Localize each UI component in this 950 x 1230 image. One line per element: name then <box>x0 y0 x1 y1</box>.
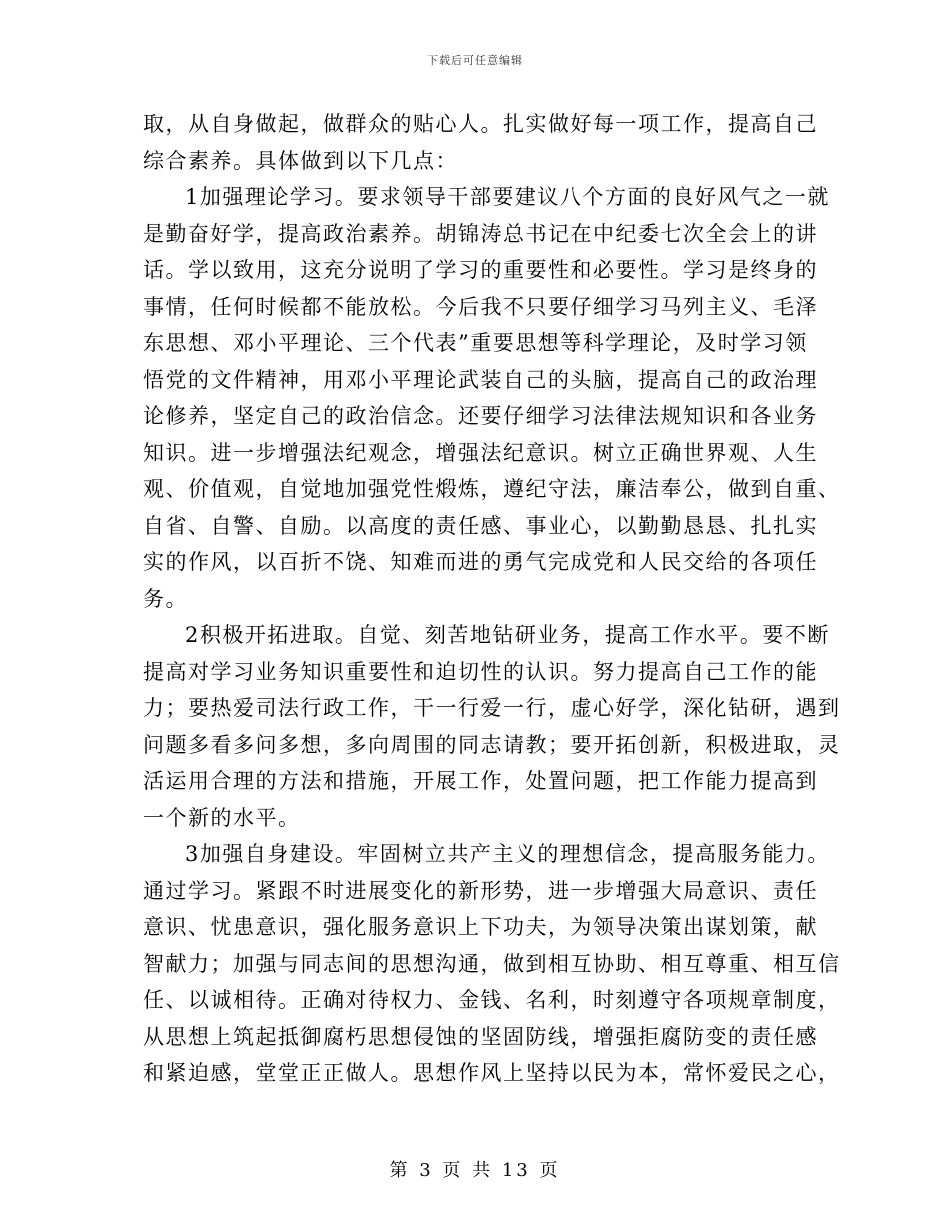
text-line: 提高对学习业务知识重要性和迫切性的认识。努力提高自己工作的能 <box>143 659 818 684</box>
text-line: 意识、忧患意识，强化服务意识上下功夫，为领导决策出谋划策，献 <box>143 915 818 939</box>
text-line: 是勤奋好学，提高政治素养。胡锦涛总书记在中纪委七次全会上的讲 <box>143 221 818 246</box>
text-line: 知识。进一步增强法纪观念，增强法纪意识。树立正确世界观、人生 <box>143 440 818 465</box>
text-line: 1加强理论学习。要求领导干部要建议八个方面的良好风气之一就 <box>185 185 830 209</box>
document-body <box>143 106 841 1092</box>
page-header: 下载后可任意编辑 <box>427 54 523 67</box>
text-line: 悟党的文件精神，用邓小平理论武装自己的头脑，提高自己的政治理 <box>143 367 818 392</box>
text-line: 论修养，坚定自己的政治信念。还要仔细学习法律法规知识和各业务 <box>143 404 818 428</box>
text-line: 活运用合理的方法和措施，开展工作，处置问题，把工作能力提高到 <box>143 769 818 793</box>
text-line: 事情，任何时候都不能放松。今后我不只要仔细学习马列主义、毛泽 <box>143 294 818 319</box>
text-line: 自省、自警、自励。以高度的责任感、事业心，以勤勤恳恳、扎扎实 <box>143 513 818 538</box>
text-line: 话。学以致用，这充分说明了学习的重要性和必要性。学习是终身的 <box>143 258 818 282</box>
text-line: 通过学习。紧跟不时进展变化的新形势，进一步增强大局意识、责任 <box>143 878 818 903</box>
text-line: 一个新的水平。 <box>143 805 301 830</box>
text-line: 综合素养。具体做到以下几点： <box>143 148 458 173</box>
text-line: 东思想、邓小平理论、三个代表”重要思想等科学理论，及时学习领 <box>143 331 808 355</box>
text-line: 3加强自身建设。牢固树立共产主义的理想信念，提高服务能力。 <box>185 842 830 866</box>
text-line: 从思想上筑起抵御腐朽思想侵蚀的坚固防线，增强拒腐防变的责任感 <box>143 1024 818 1049</box>
text-line: 和紧迫感，堂堂正正做人。思想作风上坚持以民为本，常怀爱民之心， <box>143 1061 841 1085</box>
text-line: 智献力；加强与同志间的思想沟通，做到相互协助、相互尊重、相互信 <box>143 951 841 976</box>
text-line: 问题多看多问多想，多向周围的同志请教；要开拓创新，积极进取，灵 <box>143 732 841 757</box>
text-line: 任、以诚相待。正确对待权力、金钱、名利，时刻遵守各项规章制度， <box>143 988 841 1012</box>
text-line: 力；要热爱司法行政工作，干一行爱一行，虚心好学，深化钻研，遇到 <box>143 696 841 720</box>
text-line: 2积极开拓进取。自觉、刻苦地钻研业务，提高工作水平。要不断 <box>185 623 830 647</box>
text-line: 观、价值观，自觉地加强党性煅炼，遵纪守法，廉洁奉公，做到自重、 <box>143 477 841 501</box>
text-line: 实的作风，以百折不饶、知难而进的勇气完成党和人民交给的各项任 <box>143 550 818 574</box>
page-number-footer: 第 3 页 共 13 页 <box>389 1160 561 1181</box>
text-line: 务。 <box>143 586 188 611</box>
text-line: 取，从自身做起，做群众的贴心人。扎实做好每一项工作，提高自己 <box>143 112 818 136</box>
